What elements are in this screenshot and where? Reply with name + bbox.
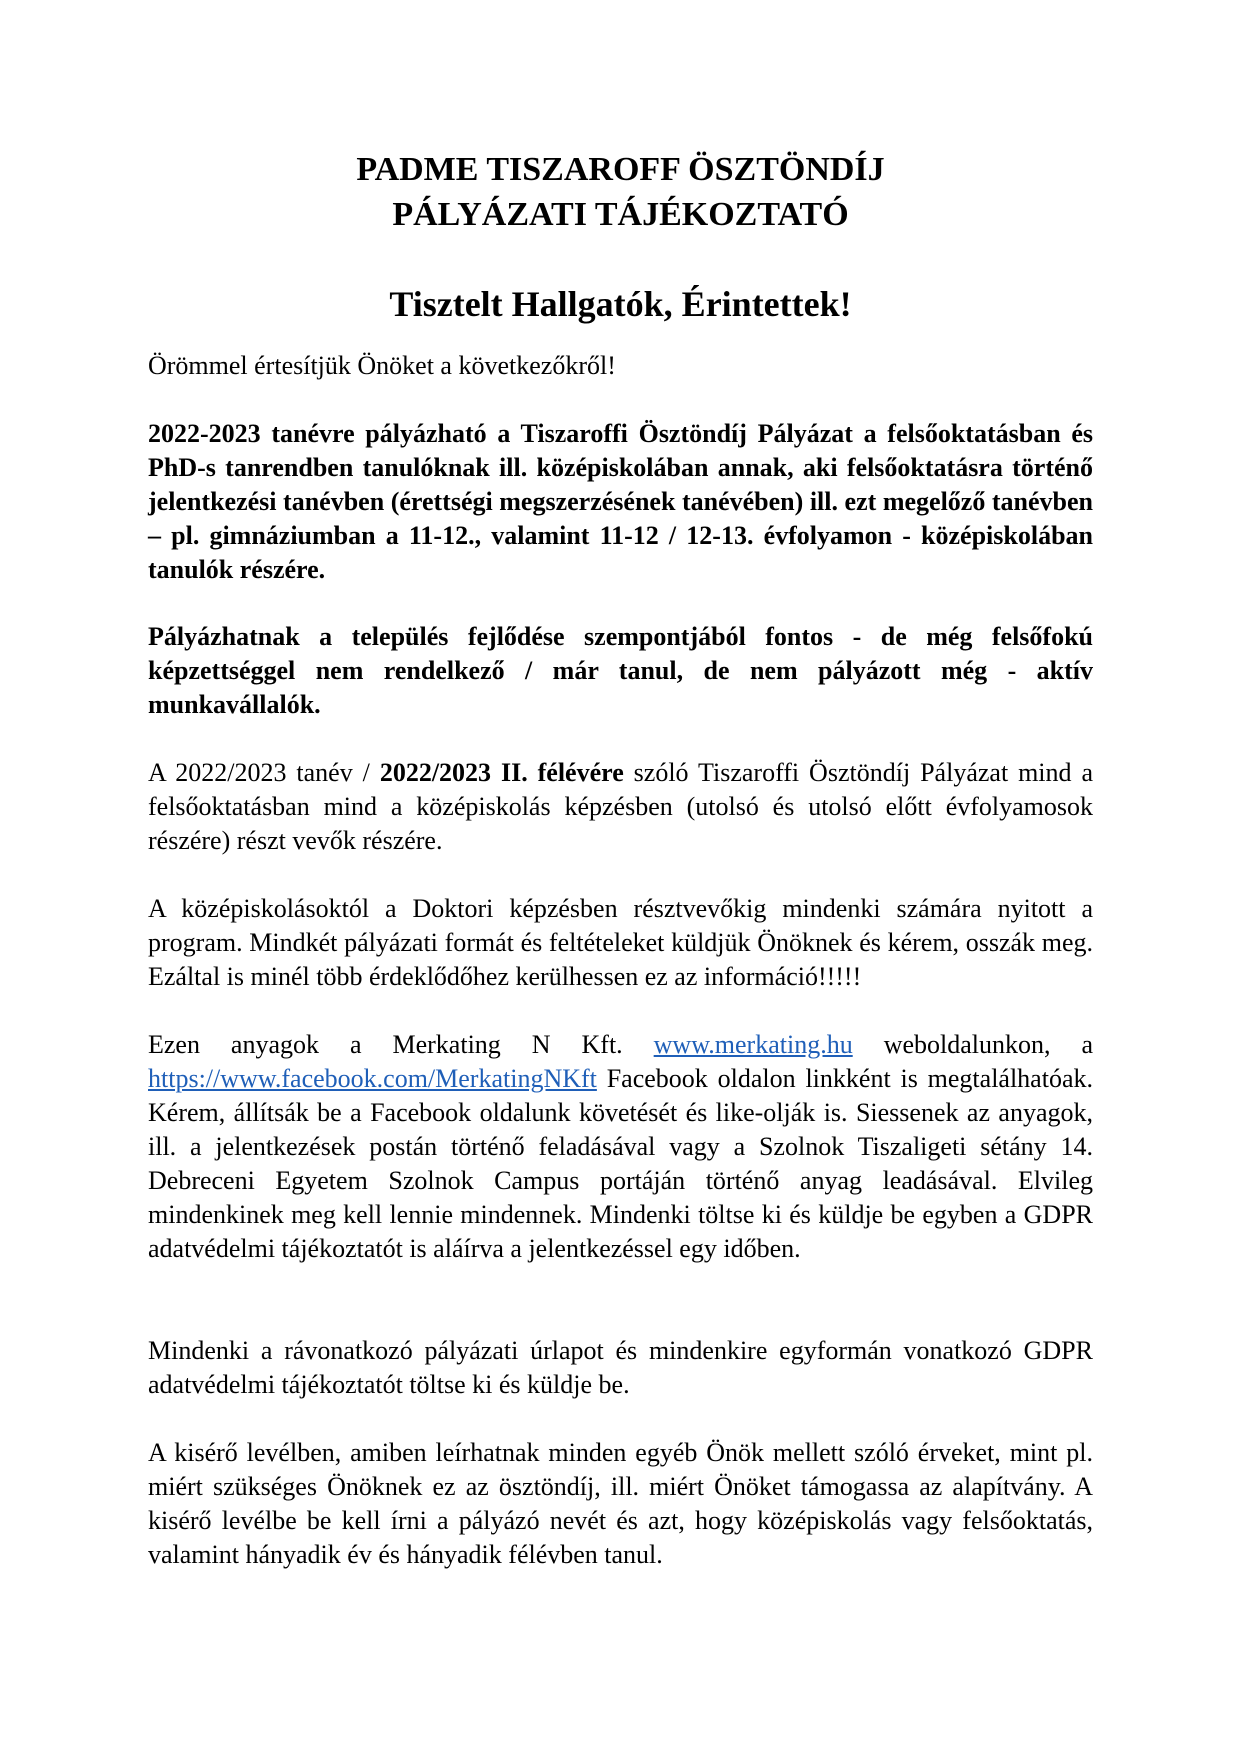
forms-paragraph: Mindenki a rávonatkozó pályázati úrlapot és mindenkire egyformán vonatkozó GDPR adatvédelmi tájékoztatót töltse ki és küldje be. (148, 1336, 1093, 1399)
workers-paragraph: Pályázhatnak a település fejlődése szempontjából fontos - de még felsőfokú képzettséggel nem rendelkező / már tanul, de nem pályázott még - aktív munkavállalók. (148, 622, 1093, 719)
materials-text-mid: weboldalunkon, a (852, 1030, 1094, 1059)
eligibility-paragraph: 2022-2023 tanévre pályázható a Tiszaroffi Ösztöndíj Pályázat a felsőoktatásban és PhD-s tanrendben tanulóknak ill. középiskolában annak, aki felsőoktatásra történő jelentkezési tanévben (érettségi megszerzésének tanévében) ill. ezt megelőző tanévben – pl. gimnáziumban a 11-12., valamint 11-12 / 12-13. évfolyamon - középiskolában tanulók részére. (148, 419, 1093, 584)
merkating-website-link[interactable]: www.merkating.hu (653, 1030, 853, 1059)
cover-letter-paragraph: A kisérő levélben, amiben leírhatnak minden egyéb Önök mellett szóló érveket, mint pl. miért szükséges Önöknek ez az ösztöndíj, ill. miért Önöket támogassa az alapítvány. A kisérő levélbe be kell írni a pályázó nevét és azt, hogy középiskolás vagy felsőoktatás, valamint hányadik év és hányadik félévben tanul. (148, 1438, 1093, 1569)
document-title-line2: PÁLYÁZATI TÁJÉKOZTATÓ (392, 196, 849, 233)
materials-paragraph (148, 1028, 1093, 1266)
semester-text-pre: A 2022/2023 tanév / (148, 758, 380, 787)
semester-text-bold: 2022/2023 II. félévére (379, 758, 624, 787)
materials-text-post: Facebook oldalon linkként is megtalálhatóak. Kérem, állítsák be a Facebook oldalunk követését és like-olják is. Siessenek az anyagok, ill. a jelentkezések postán történő feladásával vagy a Szolnok Tiszaligeti sétány 14. Debreceni Egyetem Szolnok Campus portáján történő anyag leadásával. Elvileg mindenkinek meg kell lennie mindennek. Mindenki töltse ki és küldje be egyben a GDPR adatvédelmi tájékoztatót is aláírva a jelentkezéssel egy időben. (148, 1064, 1093, 1263)
program-paragraph: A középiskolásoktól a Doktori képzésben résztvevőkig mindenki számára nyitott a program. Mindkét pályázati formát és feltételeket küldjük Önöknek és kérem, osszák meg. Ezáltal is minél több érdeklődőhez kerülhessen ez az információ!!!!! (148, 894, 1093, 991)
greeting-heading: Tisztelt Hallgatók, Érintettek! (389, 284, 852, 324)
document-title-line1: PADME TISZAROFF ÖSZTÖNDÍJ (356, 151, 885, 188)
semester-text-post: szóló Tiszaroffi Ösztöndíj Pályázat mind a felsőoktatásban mind a középiskolás képzésben (utolsó és utolsó előtt évfolyamosok részére) részt vevők részére. (148, 758, 1094, 855)
semester-paragraph (148, 756, 1093, 858)
facebook-page-link[interactable]: https://www.facebook.com/MerkatingNKft (148, 1064, 597, 1093)
materials-text-pre: Ezen anyagok a Merkating N Kft. (148, 1030, 654, 1059)
intro-paragraph: Örömmel értesítjük Önöket a következőkről! (148, 351, 616, 380)
